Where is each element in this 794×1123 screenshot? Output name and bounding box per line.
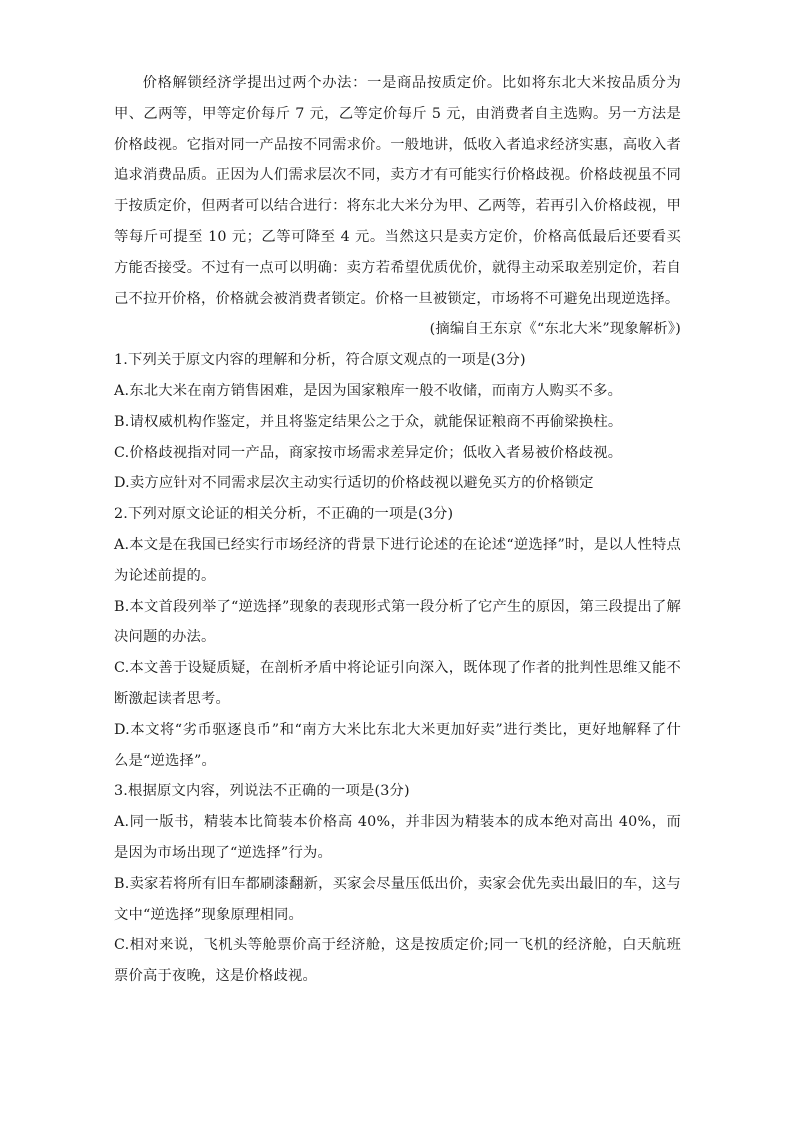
passage-paragraph: 价格解锁经济学提出过两个办法：一是商品按质定价。比如将东北大米按品质分为甲、乙两等，甲等定价每斤 7 元，乙等定价每斤 5 元，由消费者自主选购。另一方法是价格歧视。它指对同一产品按不同需求价。一般地讲，低收入者追求经济实惠，高收入者追求消费品质。正因为人们需求层次不同，卖方才有可能实行价格歧视。价格歧视虽不同于按质定价，但两者可以结合进行：将东北大米分为甲、乙两等，若再引入价格歧视，甲等每斤可提至 10 元；乙等可降至 4 元。当然这只是卖方定价，价格高低最后还要看买方能否接受。不过有一点可以明确：卖方若希望优质优价，就得主动采取差别定价，若自己不拉开价格，价格就会被消费者锁定。价格一旦被锁定，市场将不可避免出现逆选择。 (114, 75, 681, 307)
question-1-option-a: A.东北大米在南方销售困难，是因为国家粮库一般不收储，而南方人购买不多。 (114, 382, 623, 399)
question-2-option-b: B.本文首段列举了“逆选择”现象的表现形式第一段分析了它产生的原因，第三段提出了解决问题的办法。 (114, 598, 681, 646)
question-1-option-c: C.价格歧视指对同一产品，商家按市场需求差异定价；低收入者易被价格歧视。 (114, 444, 623, 461)
question-3-option-b: B.卖家若将所有旧车都刷漆翻新，买家会尽量压低出价，卖家会优先卖出最旧的车，这与文中“逆选择”现象原理相同。 (114, 875, 681, 923)
document-content (114, 68, 681, 992)
source-citation: (摘编自王东京《“东北大米”现象解析》) (429, 321, 681, 338)
question-3-option-c: C.相对来说，飞机头等舱票价高于经济舱，这是按质定价;同一飞机的经济舱，白天航班票价高于夜晚，这是价格歧视。 (114, 937, 681, 985)
question-3-option-a: A.同一版书，精装本比简装本价格高 40%，并非因为精装本的成本绝对高出 40%，而是因为市场出现了“逆选择”行为。 (114, 814, 681, 861)
question-1-option-b: B.请权威机构作鉴定，并且将鉴定结果公之于众，就能保证粮商不再偷梁换柱。 (114, 413, 623, 430)
question-2-option-d: D.本文将“劣币驱逐良币”和“南方大米比东北大米更加好卖”进行类比，更好地解释了什么是“逆选择”。 (114, 721, 681, 769)
question-1-stem: 1.下列关于原文内容的理解和分析，符合原文观点的一项是(3分) (114, 352, 526, 369)
question-2-stem: 2.下列对原文论证的相关分析，不正确的一项是(3分) (114, 506, 454, 523)
question-2-option-c: C.本文善于设疑质疑，在剖析矛盾中将论证引向深入，既体现了作者的批判性思维又能不断激起读者思考。 (114, 660, 681, 707)
question-3-stem: 3.根据原文内容，列说法不正确的一项是(3分) (114, 783, 410, 800)
question-2-option-a: A.本文是在我国已经实行市场经济的背景下进行论述的在论述“逆选择”时，是以人性特点为论述前提的。 (114, 536, 681, 584)
question-1-option-d: D.卖方应针对不同需求层次主动实行适切的价格歧视以避免买方的价格锁定 (114, 475, 594, 492)
